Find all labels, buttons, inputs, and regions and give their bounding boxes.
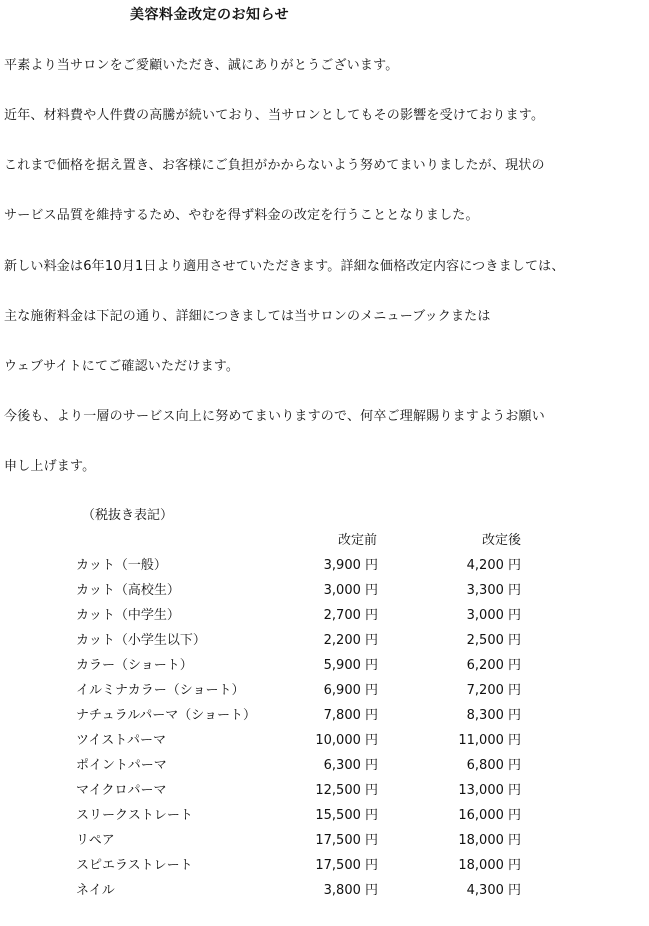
paragraph-line: 主な施術料金は下記の通り、詳細につきましては当サロンのメニューブックまたは [4, 309, 491, 324]
service-name: スリークストレート [76, 808, 193, 823]
price-before: 5,900 円 [323, 658, 378, 673]
price-after: 3,000 円 [466, 608, 521, 623]
column-header-before: 改定前 [338, 533, 378, 548]
service-name: リペア [76, 833, 115, 848]
price-after: 4,200 円 [466, 558, 521, 573]
price-before: 15,500 円 [315, 808, 378, 823]
price-row [0, 654, 649, 674]
price-before: 6,300 円 [323, 758, 378, 773]
price-before: 3,900 円 [323, 558, 378, 573]
service-name: マイクロパーマ [76, 783, 167, 798]
price-row [0, 554, 649, 574]
service-name: スピエラストレート [76, 858, 193, 873]
price-after: 4,300 円 [466, 883, 521, 898]
price-after: 2,500 円 [466, 633, 521, 648]
price-before: 7,800 円 [323, 708, 378, 723]
price-before: 2,700 円 [323, 608, 378, 623]
price-before: 17,500 円 [315, 833, 378, 848]
service-name: カット（高校生） [76, 583, 180, 598]
service-name: ポイントパーマ [76, 758, 167, 773]
paragraph-line: サービス品質を維持するため、やむを得ず料金の改定を行うこととなりました。 [4, 208, 479, 223]
price-row [0, 829, 649, 849]
price-after: 6,800 円 [466, 758, 521, 773]
price-row [0, 629, 649, 649]
service-name: イルミナカラー（ショート） [76, 683, 245, 698]
service-name: カラー（ショート） [76, 658, 193, 673]
price-after: 18,000 円 [458, 858, 521, 873]
service-name: ネイル [76, 883, 115, 898]
service-name: カット（中学生） [76, 608, 180, 623]
price-row [0, 704, 649, 724]
price-after: 7,200 円 [466, 683, 521, 698]
price-before: 2,200 円 [323, 633, 378, 648]
price-before: 3,800 円 [323, 883, 378, 898]
price-before: 3,000 円 [323, 583, 378, 598]
price-after: 8,300 円 [466, 708, 521, 723]
price-after: 18,000 円 [458, 833, 521, 848]
service-name: カット（一般） [76, 558, 167, 573]
price-row [0, 604, 649, 624]
paragraph-line: 平素より当サロンをご愛顧いただき、誠にありがとうございます。 [4, 58, 399, 73]
price-before: 6,900 円 [323, 683, 378, 698]
document-title: 美容料金改定のお知らせ [130, 7, 290, 23]
price-row [0, 854, 649, 874]
tax-note: （税抜き表記） [82, 508, 174, 523]
price-row [0, 879, 649, 899]
price-before: 12,500 円 [315, 783, 378, 798]
price-after: 3,300 円 [466, 583, 521, 598]
price-after: 6,200 円 [466, 658, 521, 673]
price-after: 13,000 円 [458, 783, 521, 798]
price-after: 11,000 円 [458, 733, 521, 748]
price-after: 16,000 円 [458, 808, 521, 823]
price-before: 17,500 円 [315, 858, 378, 873]
paragraph-line: 申し上げます。 [4, 459, 96, 474]
service-name: ナチュラルパーマ（ショート） [76, 708, 257, 723]
paragraph-line: 新しい料金は6年10月1日より適用させていただきます。詳細な価格改定内容につきましては、 [4, 259, 565, 274]
paragraph-line: 今後も、より一層のサービス向上に努めてまいりますので、何卒ご理解賜りますようお願い [4, 409, 545, 424]
service-name: カット（小学生以下） [76, 633, 206, 648]
price-before: 10,000 円 [315, 733, 378, 748]
column-header-after: 改定後 [482, 533, 522, 548]
price-row [0, 754, 649, 774]
paragraph-line: 近年、材料費や人件費の高騰が続いており、当サロンとしてもその影響を受けております。 [4, 108, 545, 123]
paragraph-line: ウェブサイトにてご確認いただけます。 [4, 359, 240, 374]
paragraph-line: これまで価格を据え置き、お客様にご負担がかからないよう努めてまいりましたが、現状の [4, 158, 545, 173]
price-row [0, 579, 649, 599]
price-row [0, 679, 649, 699]
price-row [0, 729, 649, 749]
price-row [0, 804, 649, 824]
service-name: ツイストパーマ [76, 733, 166, 748]
price-row [0, 779, 649, 799]
